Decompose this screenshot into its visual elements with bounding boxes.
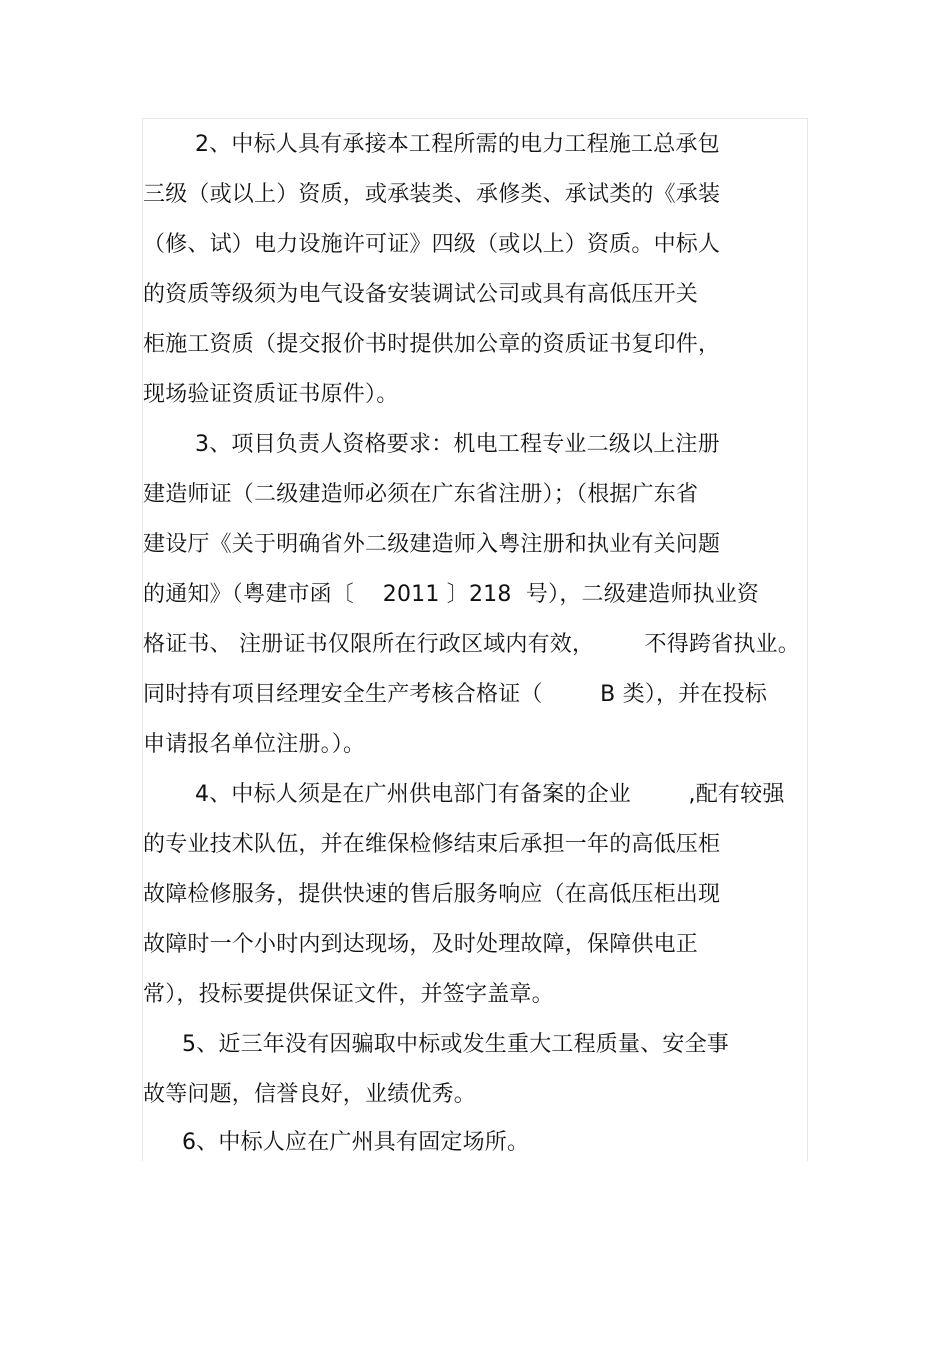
text-line: 申请报名单位注册。）。 bbox=[143, 732, 366, 757]
text-line: 的通知》（粤建市函〔 2011 〕218 号），二级建造师执业资 bbox=[143, 582, 760, 607]
text-line: 三级（或以上）资质，或承装类、承修类、承试类的《承装 bbox=[143, 182, 721, 207]
text-line: 5、近三年没有因骗取中标或发生重大工程质量、安全事 bbox=[182, 1032, 729, 1057]
text-line: 柜施工资质（提交报价书时提供加公章的资质证书复印件， bbox=[143, 332, 721, 357]
text-line: 6、中标人应在广州具有固定场所。 bbox=[182, 1130, 530, 1155]
text-line: 2、中标人具有承接本工程所需的电力工程施工总承包 bbox=[195, 132, 720, 157]
text-line: 故障检修服务，提供快速的售后服务响应（在高低压柜出现 bbox=[143, 882, 721, 907]
text-line: 建造师证（二级建造师必须在广东省注册）；（根据广东省 bbox=[143, 482, 699, 507]
text-line: 建设厅《关于明确省外二级建造师入粤注册和执业有关问题 bbox=[143, 532, 721, 557]
text-line: 常），投标要提供保证文件，并签字盖章。 bbox=[143, 982, 554, 1007]
text-line: 同时持有项目经理安全生产考核合格证（ B 类），并在投标 bbox=[143, 682, 768, 707]
text-line: 现场验证资质证书原件）。 bbox=[143, 382, 399, 407]
text-line: 的资质等级须为电气设备安装调试公司或具有高低压开关 bbox=[143, 282, 699, 307]
text-line: 4、中标人须是在广州供电部门有备案的企业 ,配有较强 bbox=[195, 782, 785, 807]
text-line: 故等问题，信誉良好，业绩优秀。 bbox=[143, 1082, 477, 1107]
text-line: 的专业技术队伍，并在维保检修结束后承担一年的高低压柜 bbox=[143, 832, 721, 857]
text-line: 格证书、 注册证书仅限所在行政区域内有效， 不得跨省执业。 bbox=[143, 632, 800, 657]
text-line: 3、项目负责人资格要求：机电工程专业二级以上注册 bbox=[195, 432, 720, 457]
text-line: （修、试）电力设施许可证》四级（或以上）资质。中标人 bbox=[143, 232, 721, 257]
text-line: 故障时一个小时内到达现场，及时处理故障，保障供电正 bbox=[143, 932, 699, 957]
